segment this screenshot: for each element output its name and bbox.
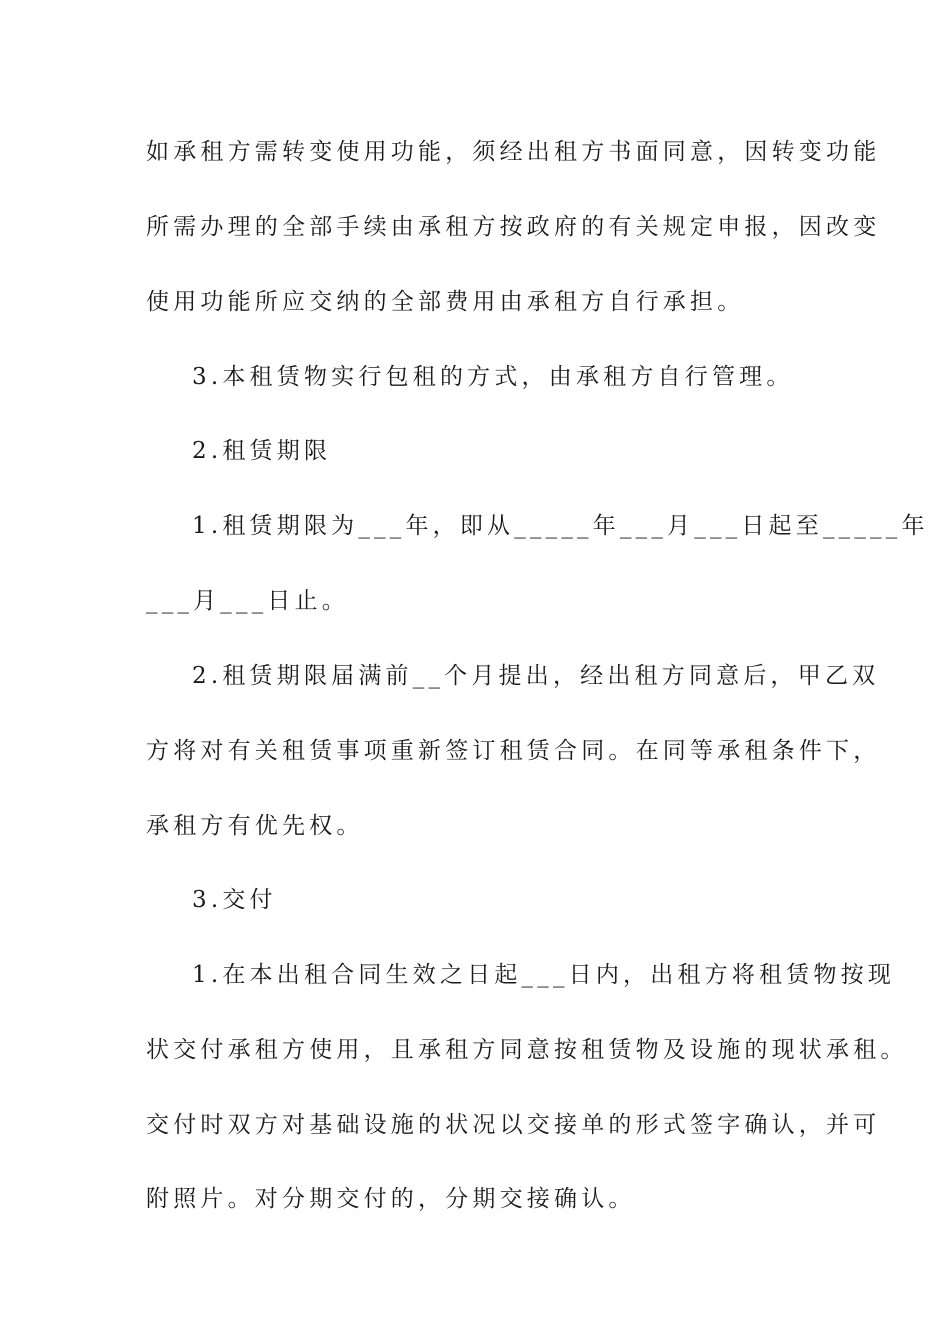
paragraph-line: 3.本租赁物实行包租的方式，由承租方自行管理。 (192, 364, 794, 390)
paragraph-line: ___月___日止。 (146, 588, 349, 614)
paragraph-line: 承租方有优先权。 (146, 813, 364, 839)
paragraph-line: 方将对有关租赁事项重新签订租赁合同。在同等承租条件下， (146, 738, 881, 764)
paragraph-line: 交付时双方对基础设施的状况以交接单的形式签字确认，并可 (146, 1112, 881, 1138)
section-heading: 2.租赁期限 (192, 438, 332, 464)
paragraph-line: 使用功能所应交纳的全部费用由承租方自行承担。 (146, 289, 745, 315)
paragraph-line: 附照片。对分期交付的，分期交接确认。 (146, 1186, 636, 1212)
paragraph-line: 2.租赁期限届满前__个月提出，经出租方同意后，甲乙双 (192, 663, 880, 689)
paragraph-line: 1.租赁期限为___年，即从_____年___月___日起至_____年 (192, 513, 929, 539)
paragraph-line: 1.在本出租合同生效之日起___日内，出租方将租赁物按现 (192, 962, 896, 988)
section-heading: 3.交付 (192, 887, 277, 913)
paragraph-line: 所需办理的全部手续由承租方按政府的有关规定申报，因改变 (146, 214, 881, 240)
paragraph-line: 状交付承租方使用，且承租方同意按租赁物及设施的现状承租。 (146, 1037, 908, 1063)
paragraph-line: 如承租方需转变使用功能，须经出租方书面同意，因转变功能 (146, 139, 881, 165)
